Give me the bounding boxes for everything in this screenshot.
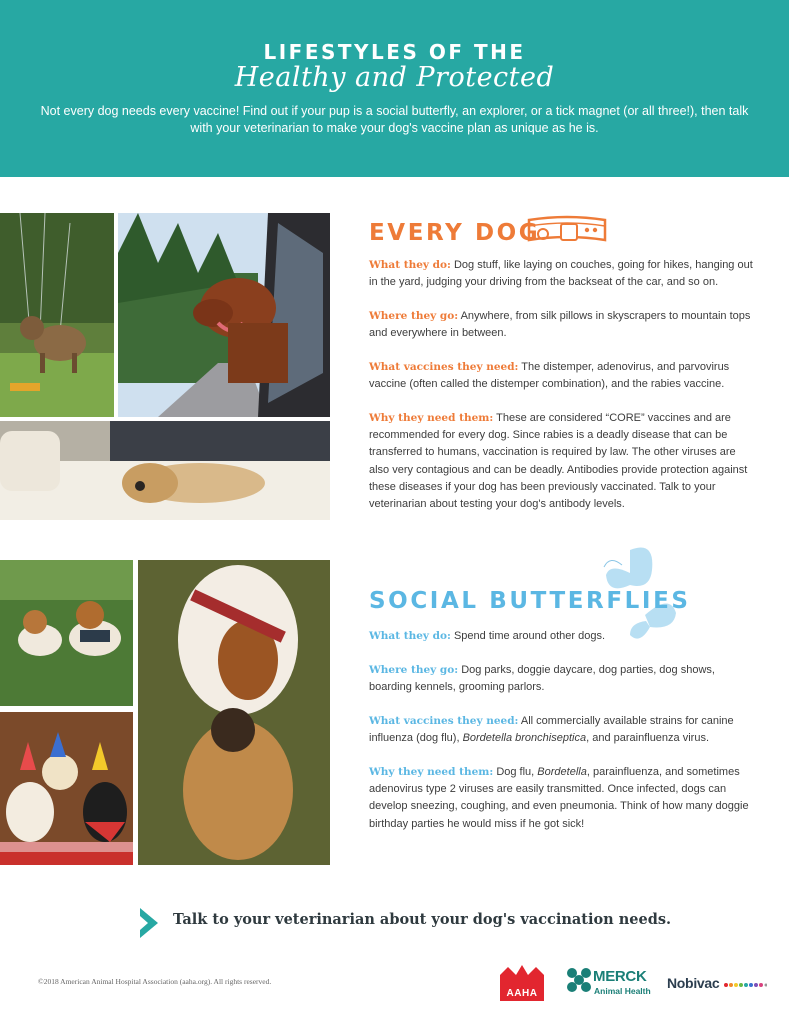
label-what-they-do: What they do: xyxy=(369,630,451,642)
every-dog-vaccines xyxy=(369,359,754,393)
aaha-logo-text: AAHA xyxy=(506,988,538,999)
photo-dog-sprinkler xyxy=(0,213,114,417)
header-title-line2: Healthy and Protected xyxy=(234,62,555,93)
label-what-vaccines: What vaccines they need: xyxy=(369,361,519,373)
every-dog-do-text: Dog stuff, like laying on couches, going for hikes, hanging out in the yard, judging your driving from the backseat of the car, and so on. xyxy=(369,259,753,289)
social-why-text-1: Dog flu, xyxy=(496,766,535,778)
header-intro: Not every dog needs every vaccine! Find out if your pup is a social butterfly, an explorer, or a tick magnet (or all three!), then talk with your veterinarian to make your dog's vaccine plan as unique as he is. xyxy=(40,104,749,135)
copyright-notice: ©2018 American Animal Hospital Association (aaha.org). All rights reserved. xyxy=(38,977,272,986)
social-do-text: Spend time around other dogs. xyxy=(453,630,605,642)
every-dog-why xyxy=(369,410,754,513)
merck-logo-icon xyxy=(566,967,592,993)
header-banner xyxy=(0,0,789,177)
label-where-they-go: Where they go: xyxy=(369,310,459,322)
header-title-line1: LIFESTYLES OF THE xyxy=(263,40,526,64)
label-what-they-do: What they do: xyxy=(369,259,451,271)
photo-dog-car-window xyxy=(118,213,330,417)
merck-logo-subtitle: Animal Health xyxy=(594,986,651,996)
photo-dog-couch xyxy=(0,421,330,520)
call-to-action: Talk to your veterinarian about your dog's vaccination needs. xyxy=(173,911,672,928)
photo-dogs-sniffing xyxy=(138,560,330,865)
label-what-vaccines: What vaccines they need: xyxy=(369,715,519,727)
every-dog-vaccines-text: The distemper, adenovirus, and parvovirus vaccine (often called the distemper combination), and the rabies vaccine. xyxy=(369,361,730,391)
label-why-they-need: Why they need them: xyxy=(369,412,494,424)
label-why-they-need: Why they need them: xyxy=(369,766,494,778)
social-why-text-2: , parainfluenza, and sometimes adenovirus type 2 viruses are easily transmitted. Once infected, dogs can develop sneezing, coughing, and even pneumonia. Think of how many doggie birthday parties he would miss if he got sick! xyxy=(369,766,749,830)
social-vaccines-text-1: All commercially available strains for canine influenza (dog flu), xyxy=(369,715,734,745)
social-vaccines xyxy=(369,713,754,747)
chevron-right-icon xyxy=(138,906,162,940)
social-where-they-go xyxy=(369,662,754,696)
merck-logo-text: MERCK xyxy=(593,968,647,985)
every-dog-what-they-do xyxy=(369,257,754,291)
social-go-text: Dog parks, doggie daycare, dog parties, dog shows, boarding kennels, grooming parlors. xyxy=(369,664,715,694)
photo-dogs-running xyxy=(0,560,133,706)
social-butterflies-title: SOCIAL BUTTERFLIES xyxy=(369,588,691,614)
every-dog-where-they-go xyxy=(369,308,754,342)
social-vaccines-italic: Bordetella bronchiseptica xyxy=(462,732,587,745)
nobivac-logo-text: Nobivac xyxy=(667,975,720,991)
aaha-logo xyxy=(500,963,544,1001)
social-why xyxy=(369,764,754,833)
social-what-they-do xyxy=(369,628,754,645)
dog-collar-icon xyxy=(525,212,609,252)
every-dog-title: EVERY DOG xyxy=(369,220,541,246)
every-dog-go-text: Anywhere, from silk pillows in skyscrapers to mountain tops and everywhere in between. xyxy=(369,310,751,340)
photo-dogs-party-hats xyxy=(0,712,133,865)
every-dog-why-text: These are considered “CORE” vaccines and are recommended for every dog. Since rabies is a deadly disease that can be transferred to humans, vaccination is required by law. The other viruses are also very contagious and can be deadly. Antibodies provide protection against these diseases if your dog has been previously vaccinated. Talk to your veterinarian about testing your dog's antibody levels. xyxy=(369,412,748,511)
social-why-italic: Bordetella xyxy=(537,766,587,778)
label-where-they-go: Where they go: xyxy=(369,664,459,676)
nobivac-dots-icon xyxy=(723,981,767,989)
social-vaccines-text-2: , and parainfluenza virus. xyxy=(586,732,710,745)
